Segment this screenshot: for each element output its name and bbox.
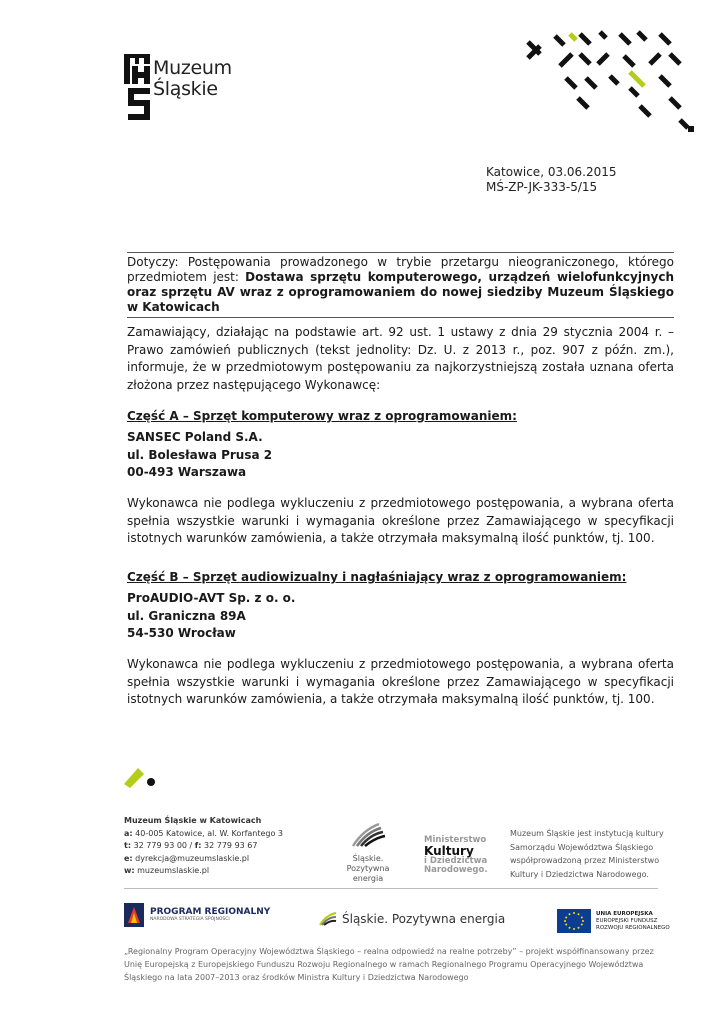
footer-email[interactable]: e: dyrekcja@muzeumslaskie.pl xyxy=(124,853,250,863)
slaskie-swoosh-big-icon xyxy=(318,911,338,927)
eu-line1: UNIA EUROPEJSKA xyxy=(596,910,653,917)
footer-org-name: Muzeum Śląskie w Katowicach xyxy=(124,816,262,825)
part-a-address xyxy=(127,429,272,482)
eu-line2: EUROPEJSKI FUNDUSZ xyxy=(596,917,658,924)
reference-number: MŚ-ZP-JK-333-5/15 xyxy=(486,180,598,194)
footer-phone: t: 32 779 93 00 / f: 32 779 93 67 xyxy=(124,841,258,850)
logo-wordmark xyxy=(153,58,232,100)
part-a-heading: Część A – Sprzęt komputerowy wraz z oprogramowaniem: xyxy=(127,409,517,423)
slaskie-logo-small xyxy=(333,820,403,884)
slaskie-logo-big xyxy=(318,911,505,927)
footer-www[interactable]: w: muzeumslaskie.pl xyxy=(124,866,210,875)
ministry-line1: Ministerstwo xyxy=(424,835,487,845)
subject-title: Dostawa sprzętu komputerowego, urządzeń wielofunkcyjnych oraz sprzętu AV wraz z oprogramowaniem do nowej siedziby Muzeum Śląskiego w Katowicach xyxy=(127,270,674,314)
slaskie-small-line1: Śląskie. xyxy=(352,854,384,863)
footer-info: Muzeum Śląskie jest instytucją kultury Samorządu Województwa Śląskiego współprowadzoną przez Ministerstwo Kultury i Dziedzictwa Narodowego. xyxy=(510,829,664,879)
eu-logo xyxy=(557,909,670,933)
part-b-statement: Wykonawca nie podlega wykluczeniu z przedmiotowego postępowania, a wybrana oferta spełnia wszystkie warunki i wymagania określone przez Zamawiającego w specyfikacji istotnych warunków zamówienia, a także otrzymała maksymalną ilość punktów, tj. 100. xyxy=(127,657,674,706)
muzeum-slaskie-logo-mark xyxy=(124,54,150,120)
program-regionalny-icon xyxy=(124,903,144,927)
logo-text-line1: Muzeum xyxy=(153,57,232,79)
program-subtitle: NARODOWA STRATEGIA SPÓJNOŚCI xyxy=(150,917,230,922)
subject-box xyxy=(127,252,674,318)
program-regionalny-logo xyxy=(124,903,270,927)
footer-address: a: 40-005 Katowice, al. W. Korfantego 3 xyxy=(124,828,284,838)
footer-divider xyxy=(124,888,658,889)
slaskie-swoosh-icon xyxy=(333,820,403,850)
document-meta xyxy=(486,165,617,195)
part-b-company: ProAUDIO-AVT Sp. z o. o. xyxy=(127,591,296,605)
intro-paragraph: Zamawiający, działając na podstawie art. 92 ust. 1 ustawy z dnia 29 stycznia 2004 r. – Prawo zamówień publicznych (tekst jednolity: Dz. U. z 2013 r., poz. 907 z późn. zm.), informuje, że w przedmiotowym postępowaniu za najkorzystniejszą została uznana oferta złożona przez następującego Wykonawcę: xyxy=(127,325,674,392)
part-b-address xyxy=(127,590,296,643)
part-a-street: ul. Bolesława Prusa 2 xyxy=(127,447,273,462)
footer-contact xyxy=(124,815,283,878)
part-a-city: 00-493 Warszawa xyxy=(127,465,247,479)
footer-cofinancing-note: „Regionalny Program Operacyjny Województwa Śląskiego – realna odpowiedź na realne potrzeby” – projekt współfinansowany przez Unię Europejską z Europejskiego Funduszu Rozwoju Regionalnego w ramach Regionalnego Programu Operacyjnego Województwa Śląskiego na lata 2007–2013 oraz środków Ministra Kultury i Dziedzictwa Narodowego xyxy=(124,947,654,982)
place-date: Katowice, 03.06.2015 xyxy=(486,165,617,179)
ministry-line2: Kultury xyxy=(424,844,474,858)
slaskie-big-text: Śląskie. Pozytywna energia xyxy=(342,912,506,926)
slaskie-small-line2: Pozytywna energia xyxy=(346,864,390,883)
eu-line3: ROZWOJU REGIONALNEGO xyxy=(596,924,670,931)
part-b-heading: Część B – Sprzęt audiowizualny i nagłaśniający wraz z oprogramowaniem: xyxy=(127,570,627,584)
ministry-line3: i Dziedzictwa xyxy=(424,856,488,866)
part-b-city: 54-530 Wrocław xyxy=(127,626,236,640)
subject-prefix: Dotyczy: Postępowania prowadzonego w trybie przetargu nieograniczonego, którego przedmiotem jest: xyxy=(127,255,674,284)
footer-accent-icon xyxy=(124,766,158,788)
ministry-logo xyxy=(424,836,494,875)
part-a-company: SANSEC Poland S.A. xyxy=(127,430,263,444)
logo-text-line2: Śląskie xyxy=(153,78,218,100)
ministry-line4: Narodowego. xyxy=(424,865,488,875)
eu-flag-icon xyxy=(557,909,591,933)
part-a-statement: Wykonawca nie podlega wykluczeniu z przedmiotowego postępowania, a wybrana oferta spełnia wszystkie warunki i wymagania określone przez Zamawiającego w specyfikacji istotnych warunków zamówienia, a także otrzymała maksymalną ilość punktów, tj. 100. xyxy=(127,496,674,545)
program-title: PROGRAM REGIONALNY xyxy=(150,907,271,917)
part-b-street: ul. Graniczna 89A xyxy=(127,608,246,623)
decorative-pattern-icon xyxy=(520,28,700,138)
